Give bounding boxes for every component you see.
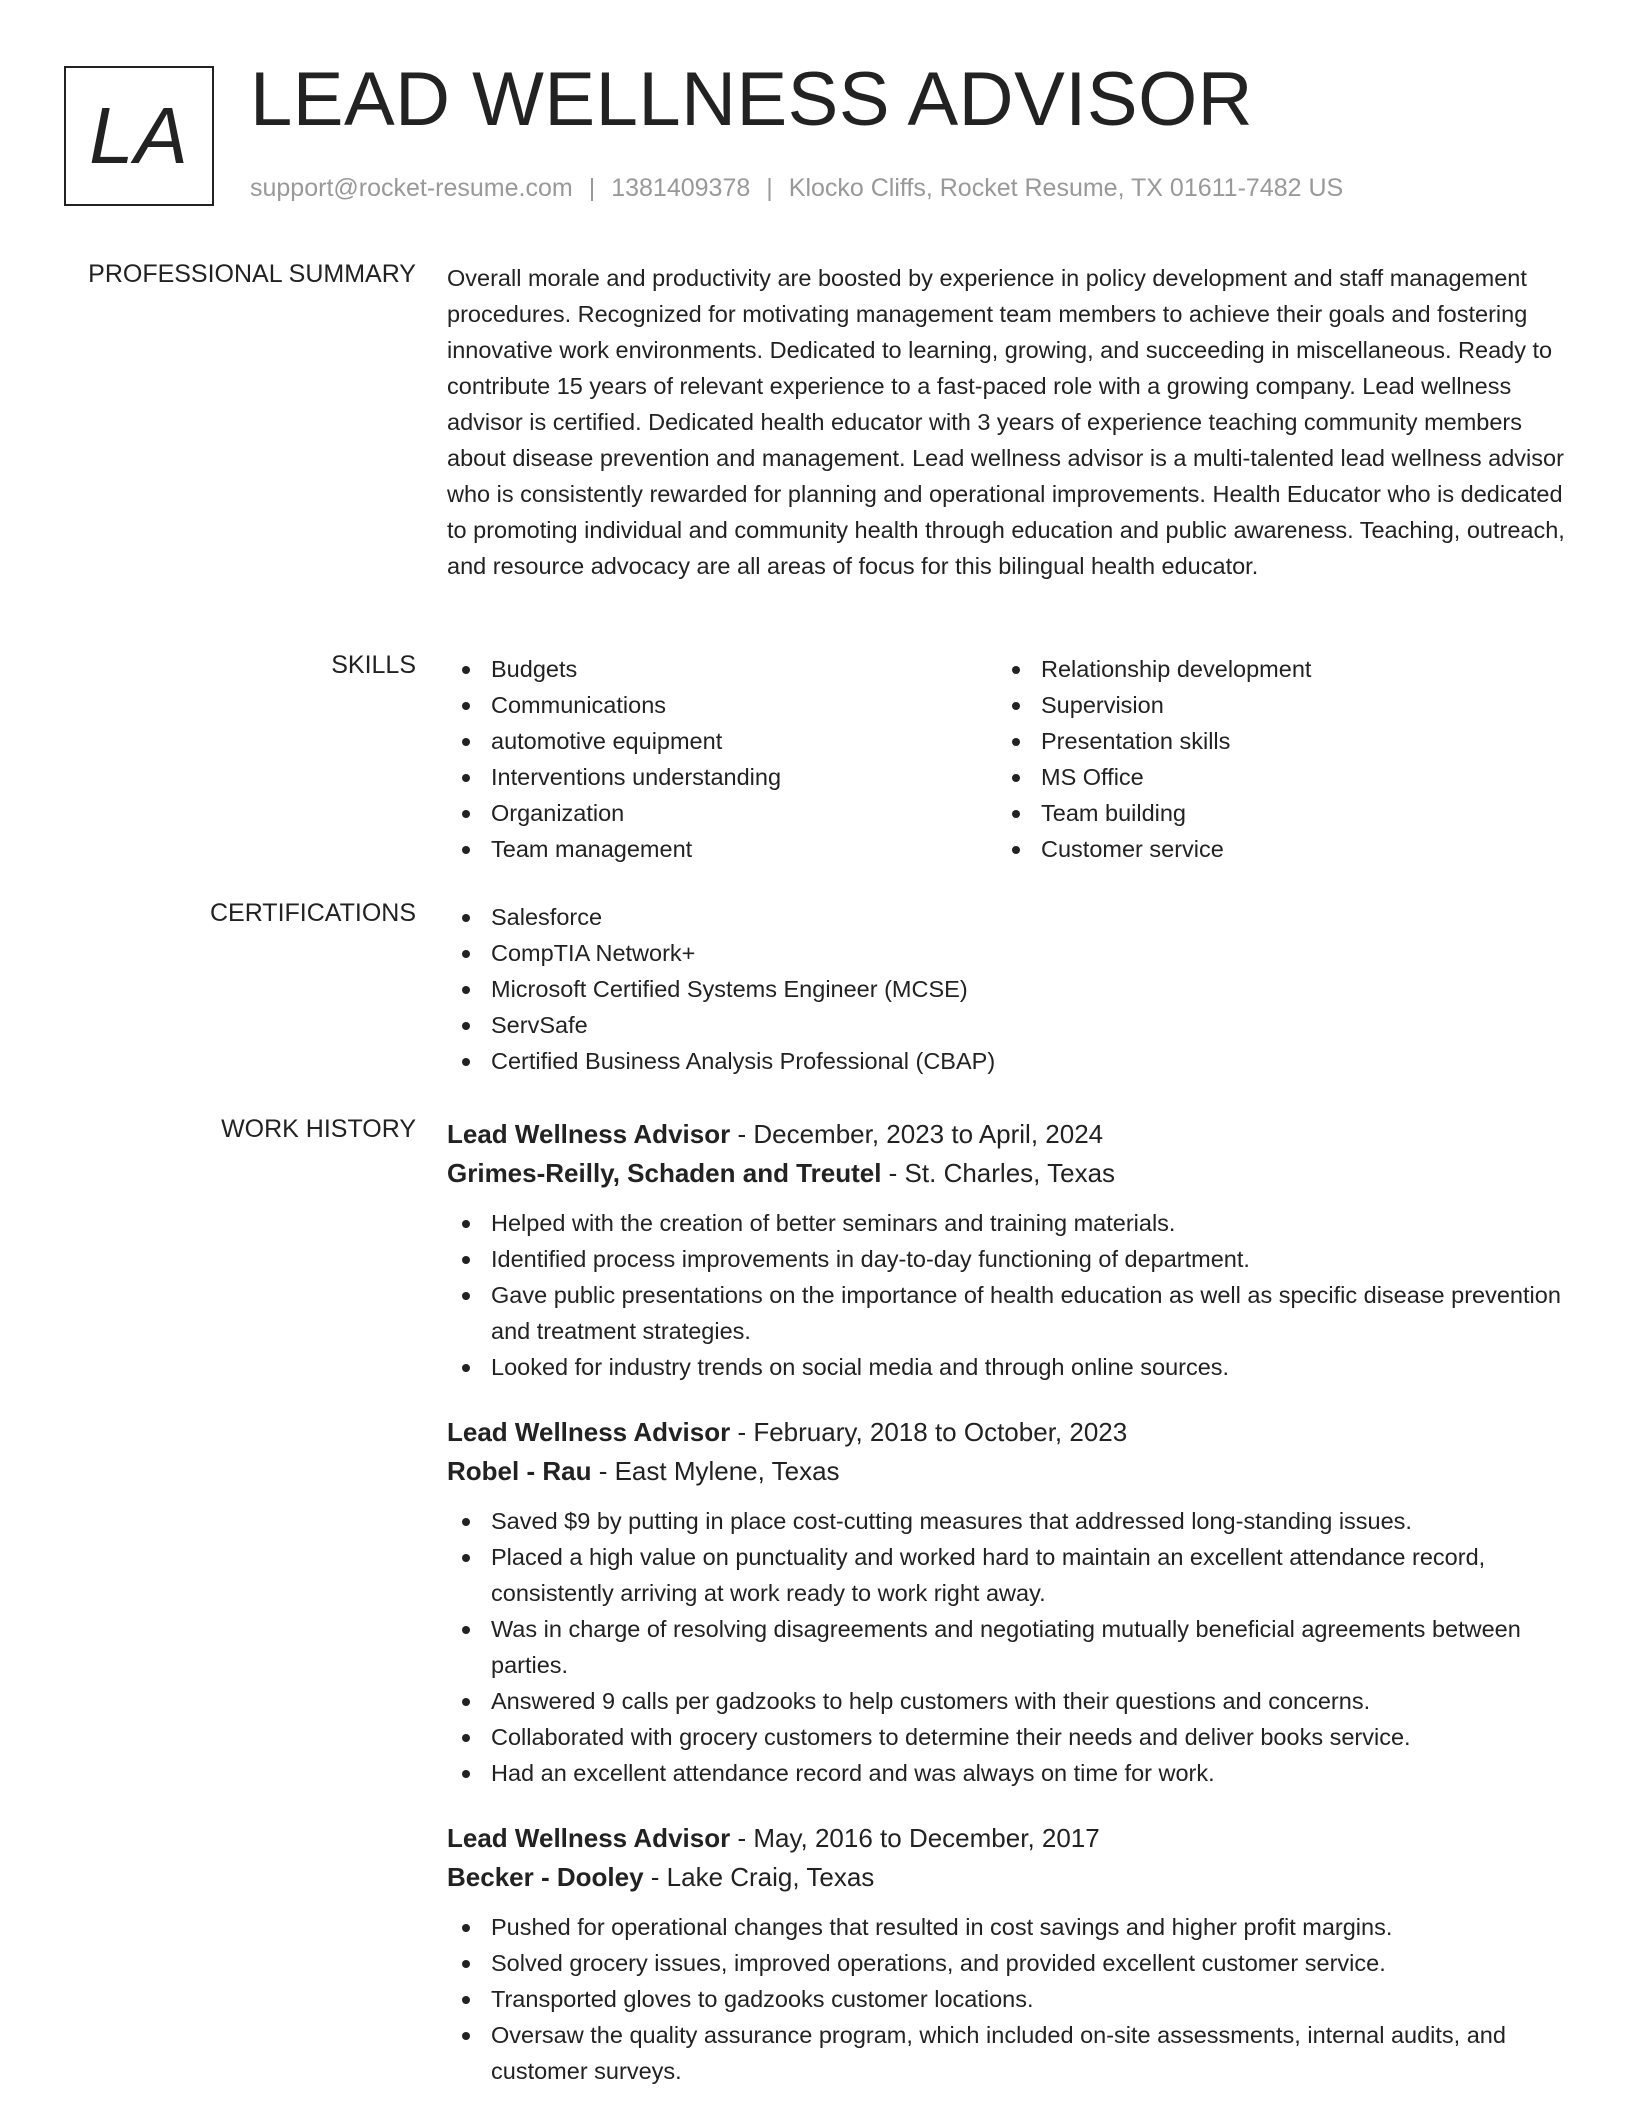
section-label-skills: SKILLS <box>331 651 416 679</box>
list-item: Certified Business Analysis Professional (CBAP) <box>447 1043 1567 1079</box>
job-title-line <box>447 1819 1567 1858</box>
list-item: Supervision <box>997 687 1547 723</box>
job-location: - Lake Craig, Texas <box>650 1862 875 1892</box>
job-title-line <box>447 1413 1567 1452</box>
job-company: Grimes-Reilly, Schaden and Treutel <box>447 1158 882 1188</box>
job-company-line <box>447 1452 1567 1491</box>
section-label-certifications: CERTIFICATIONS <box>209 899 416 927</box>
list-item: Looked for industry trends on social media and through online sources. <box>447 1349 1567 1385</box>
list-item: Was in charge of resolving disagreements and negotiating mutually beneficial agreements between parties. <box>447 1611 1567 1683</box>
list-item: Transported gloves to gadzooks customer locations. <box>447 1981 1567 2017</box>
list-item: Gave public presentations on the importance of health education as well as specific disease prevention and treatment strategies. <box>447 1277 1567 1349</box>
list-item: Interventions understanding <box>447 759 997 795</box>
list-item: Saved $9 by putting in place cost-cutting measures that addressed long-standing issues. <box>447 1503 1567 1539</box>
section-label-summary: PROFESSIONAL SUMMARY <box>88 260 416 288</box>
job-title: Lead Wellness Advisor <box>447 1823 731 1853</box>
skills-list-right <box>997 651 1547 867</box>
summary-body <box>447 260 1567 584</box>
job-dates: - February, 2018 to October, 2023 <box>737 1417 1128 1447</box>
job-title-line <box>447 1115 1567 1154</box>
monogram-avatar <box>64 66 214 206</box>
resume-name: LEAD WELLNESS ADVISOR <box>250 57 1254 142</box>
job-dates: - May, 2016 to December, 2017 <box>737 1823 1100 1853</box>
list-item: Presentation skills <box>997 723 1547 759</box>
list-item: Placed a high value on punctuality and worked hard to maintain an excellent attendance record, consistently arriving at work ready to work right away. <box>447 1539 1567 1611</box>
contact-line <box>250 174 1343 203</box>
list-item: Microsoft Certified Systems Engineer (MCSE) <box>447 971 1567 1007</box>
list-item: MS Office <box>997 759 1547 795</box>
list-item: Team building <box>997 795 1547 831</box>
contact-phone: 1381409378 <box>611 174 751 202</box>
list-item: Relationship development <box>997 651 1547 687</box>
list-item: CompTIA Network+ <box>447 935 1567 971</box>
list-item: Communications <box>447 687 997 723</box>
contact-separator: | <box>588 174 596 202</box>
job-company: Becker - Dooley <box>447 1862 644 1892</box>
job-bullets <box>447 1909 1567 2089</box>
work-history-body <box>447 1115 1567 2117</box>
list-item: Had an excellent attendance record and was always on time for work. <box>447 1755 1567 1791</box>
list-item: Organization <box>447 795 997 831</box>
list-item: Pushed for operational changes that resulted in cost savings and higher profit margins. <box>447 1909 1567 1945</box>
contact-email: support@rocket-resume.com <box>250 174 573 202</box>
certifications-body <box>447 899 1567 1079</box>
monogram-text: LA <box>89 91 189 180</box>
job-company: Robel - Rau <box>447 1456 592 1486</box>
job-company-line <box>447 1858 1567 1897</box>
contact-address: Klocko Cliffs, Rocket Resume, TX 01611-7482 US <box>788 174 1344 202</box>
list-item: Solved grocery issues, improved operations, and provided excellent customer service. <box>447 1945 1567 1981</box>
job-title: Lead Wellness Advisor <box>447 1417 731 1447</box>
job-title: Lead Wellness Advisor <box>447 1119 731 1149</box>
list-item: Customer service <box>997 831 1547 867</box>
job-entry <box>447 1819 1567 2089</box>
list-item: Salesforce <box>447 899 1567 935</box>
job-entry <box>447 1413 1567 1791</box>
contact-separator: | <box>766 174 773 202</box>
job-bullets <box>447 1503 1567 1791</box>
section-label-work-history: WORK HISTORY <box>221 1115 416 1143</box>
job-location: - St. Charles, Texas <box>888 1158 1116 1188</box>
job-bullets <box>447 1205 1567 1385</box>
skills-list-left <box>447 651 997 867</box>
list-item: Oversaw the quality assurance program, which included on-site assessments, internal audits, and customer surveys. <box>447 2017 1567 2089</box>
job-location: - East Mylene, Texas <box>598 1456 840 1486</box>
list-item: Budgets <box>447 651 997 687</box>
summary-text: Overall morale and productivity are boosted by experience in policy development and staff management procedures. Recognized for motivating management team members to achieve their goals and fostering innovative work environments. Dedicated to learning, growing, and succeeding in miscellaneous. Ready to contribute 15 years of relevant experience to a fast-paced role with a growing company. Lead wellness advisor is certified. Dedicated health educator with 3 years of experience teaching community members about disease prevention and management. Lead wellness advisor is a multi-talented lead wellness advisor who is consistently rewarded for planning and operational improvements. Health Educator who is dedicated to promoting individual and community health through education and public awareness. Teaching, outreach, and resource advocacy are all areas of focus for this bilingual health educator. <box>447 265 1565 579</box>
list-item: automotive equipment <box>447 723 997 759</box>
job-company-line <box>447 1154 1567 1193</box>
list-item: ServSafe <box>447 1007 1567 1043</box>
list-item: Collaborated with grocery customers to determine their needs and deliver books service. <box>447 1719 1567 1755</box>
list-item: Team management <box>447 831 997 867</box>
list-item: Identified process improvements in day-to-day functioning of department. <box>447 1241 1567 1277</box>
skills-body <box>447 651 1567 867</box>
job-entry <box>447 1115 1567 1385</box>
list-item: Answered 9 calls per gadzooks to help customers with their questions and concerns. <box>447 1683 1567 1719</box>
certifications-list <box>447 899 1567 1079</box>
list-item: Helped with the creation of better seminars and training materials. <box>447 1205 1567 1241</box>
job-dates: - December, 2023 to April, 2024 <box>737 1119 1104 1149</box>
